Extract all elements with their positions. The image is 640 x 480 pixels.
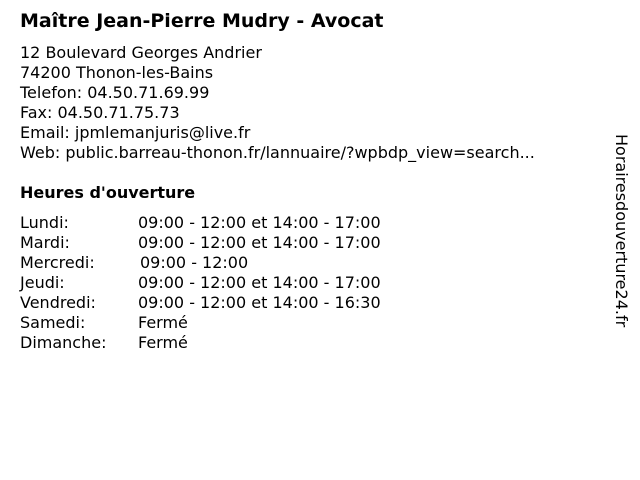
time-value: Fermé bbox=[138, 313, 188, 332]
time-value: 09:00 - 12:00 et 14:00 - 17:00 bbox=[138, 273, 381, 292]
contact-info bbox=[20, 43, 535, 163]
email-line: Email: jpmlemanjuris@live.fr bbox=[20, 123, 251, 142]
hours-row-sunday bbox=[20, 333, 440, 353]
time-value: Fermé bbox=[138, 333, 188, 352]
hours-row-friday bbox=[20, 293, 440, 313]
day-label: Jeudi: bbox=[20, 273, 65, 292]
time-value: 09:00 - 12:00 et 14:00 - 17:00 bbox=[138, 213, 381, 232]
site-watermark-label: Horairesdouverture24.fr bbox=[612, 134, 631, 328]
fax-line: Fax: 04.50.71.75.73 bbox=[20, 103, 180, 122]
phone-line: Telefon: 04.50.71.69.99 bbox=[20, 83, 210, 102]
hours-row-thursday bbox=[20, 273, 440, 293]
hours-row-monday bbox=[20, 213, 440, 233]
day-label: Mercredi: bbox=[20, 253, 95, 272]
time-value: 09:00 - 12:00 bbox=[140, 253, 249, 272]
hours-row-tuesday bbox=[20, 233, 440, 253]
day-label: Dimanche: bbox=[20, 333, 107, 352]
time-value: 09:00 - 12:00 et 14:00 - 17:00 bbox=[138, 233, 381, 252]
day-label: Mardi: bbox=[20, 233, 70, 252]
hours-row-wednesday bbox=[20, 253, 440, 273]
day-label: Vendredi: bbox=[20, 293, 96, 312]
opening-hours-table bbox=[20, 213, 440, 353]
hours-row-saturday bbox=[20, 313, 440, 333]
time-value: 09:00 - 12:00 et 14:00 - 16:30 bbox=[138, 293, 381, 312]
web-line: Web: public.barreau-thonon.fr/lannuaire/?wpbdp_view=search... bbox=[20, 143, 535, 162]
page-title: Maître Jean-Pierre Mudry - Avocat bbox=[20, 10, 384, 32]
city-line: 74200 Thonon-les-Bains bbox=[20, 63, 214, 82]
hours-heading: Heures d'ouverture bbox=[20, 183, 196, 202]
day-label: Lundi: bbox=[20, 213, 69, 232]
day-label: Samedi: bbox=[20, 313, 86, 332]
address-line: 12 Boulevard Georges Andrier bbox=[20, 43, 262, 62]
